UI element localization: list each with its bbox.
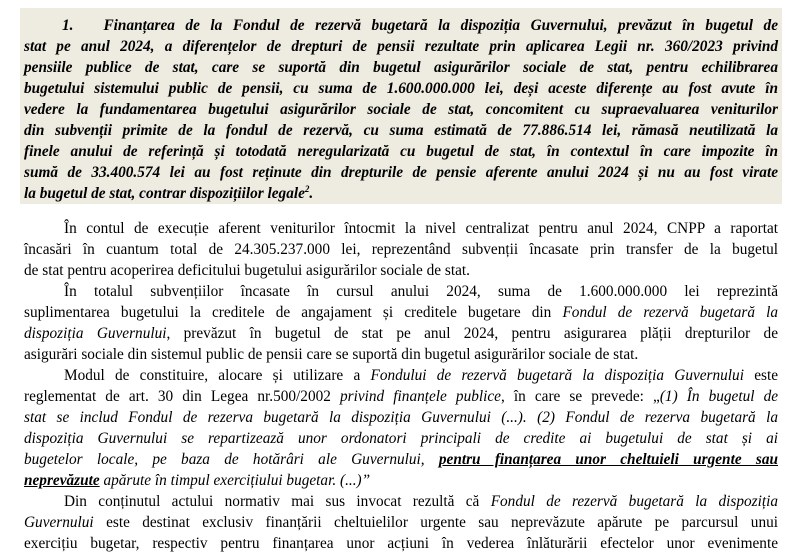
footnote-reference[interactable]: 2: [304, 184, 310, 194]
paragraph-4-line-2: Guvernului este destinat exclusiv finanțării cheltuielilor urgente sau neprevăzute apărute pe parcursul unui: [24, 514, 778, 531]
fund-name: Fondul de rezervă bugetară la dispoziția: [490, 493, 778, 510]
paragraph-3-line-6: neprevăzute apărute în timpul exercițiului bugetar. (...)”: [24, 472, 371, 489]
finding-line-4: bugetului sistemului public de pensii, cu suma de 1.600.000.000 lei, deși aceste diferențe au fost avute în: [24, 80, 778, 97]
fund-name: dispoziția Guvernului: [24, 325, 167, 342]
paragraph-2-line-2: suplimentarea bugetului la creditele de angajament și creditele bugetare din Fondul de rezervă bugetară la: [24, 304, 778, 321]
paragraph-1-line-1: În contul de execuție aferent veniturilor întocmit la nivel centralizat pentru anul 2024, CNPP a raportat: [64, 220, 778, 237]
emphasized-clause: pentru finanțarea unor cheltuieli urgente sau: [438, 451, 778, 468]
legal-quote: (1) În bugetul de: [659, 388, 779, 405]
law-title: privind finanțele publice: [340, 388, 501, 405]
paragraph-3-line-5: bugetelor locale, pe baza de hotărâri ale Guvernului, pentru finanțarea unor cheltuieli urgente sau: [24, 451, 778, 468]
finding-line-5: vedere la fundamentarea bugetului asigurărilor sociale de stat, concomitent cu supraevaluarea veniturilor: [24, 101, 778, 118]
finding-line-7: finele anului de referință și totodată neregularizată cu bugetul de stat, în contextul în care impozite în: [24, 143, 778, 160]
fund-name: Fondului de rezervă bugetară la dispoziția Guvernului: [370, 367, 744, 384]
finding-number: 1.: [62, 17, 74, 34]
fund-name: Guvernului: [24, 514, 94, 531]
paragraph-2-line-4: asigurări sociale din sistemul public de pensii care se suportă din bugetul asigurărilor sociale de stat.: [24, 346, 639, 363]
paragraph-4-line-3: exercițiu bugetar, respectiv pentru finanțarea unor acțiuni în vederea înlăturării efectelor unor evenimente: [24, 535, 778, 552]
finding-line-9: la bugetul de stat, contrar dispozițiilor legale$^2$.: [24, 184, 314, 202]
finding-text: la bugetul de stat, contrar dispozițiilor legale: [24, 185, 305, 202]
emphasized-clause: neprevăzute: [24, 472, 100, 489]
paragraph-4-line-1: Din conținutul actului normativ mai sus invocat rezultă că Fondul de rezervă bugetară la dispoziția: [64, 493, 778, 510]
paragraph-3-line-1: Modul de constituire, alocare și utilizare a Fondului de rezervă bugetară la dispoziția Guvernului este: [64, 367, 778, 384]
paragraph-1-line-3: de stat pentru acoperirea deficitului bugetului asigurărilor sociale de stat.: [24, 262, 470, 279]
paragraph-3-line-4: dispoziția Guvernului se repartizează unor ordonatori principali de credite ai bugetului de stat și ai: [24, 430, 778, 447]
paragraph-3-line-2: reglementat de art. 30 din Legea nr.500/2002 privind finanțele publice, în care se prevede: „(1) În bugetul de: [24, 388, 779, 405]
finding-line-3: pensiile publice de stat, care se suportă din bugetul asigurărilor sociale de stat, pentru echilibrarea: [24, 59, 778, 76]
finding-line-2: stat pe anul 2024, a diferențelor de drepturi de pensii rezultate prin aplicarea Legii nr. 360/2023 privind: [24, 38, 778, 55]
paragraph-2-line-1: În totalul subvențiilor încasate în cursul anului 2024, suma de 1.600.000.000 lei reprezintă: [64, 283, 778, 300]
paragraph-2-line-3: dispoziția Guvernului, prevăzut în bugetul de stat pe anul 2024, pentru asigurarea plății drepturilor de: [24, 325, 778, 342]
finding-line-6: din subvenții primite de la fondul de rezervă, cu suma estimată de 77.886.514 lei, rămasă neutilizată la: [24, 122, 778, 139]
finding-line-8: sumă de 33.400.574 lei au fost reținute din drepturile de pensie aferente anului 2024 și nu au fost virate: [24, 164, 778, 181]
fund-name: Fondul de rezervă bugetară la: [562, 304, 778, 321]
paragraph-1-line-2: încasări în cuantum total de 24.305.237.000 lei, reprezentând subvenții încasate prin transfer de la bugetul: [24, 241, 778, 258]
finding-text: Finanțarea de la Fondul de rezervă bugetară la dispoziția Guvernului, prevăzut în bugetul de: [103, 17, 778, 34]
paragraph-3-line-3: stat se includ Fondul de rezerva bugetară la dispoziția Guvernului (...). (2) Fondul de rezerva bugetară la: [24, 409, 778, 426]
finding-line-1: [24, 15, 778, 36]
